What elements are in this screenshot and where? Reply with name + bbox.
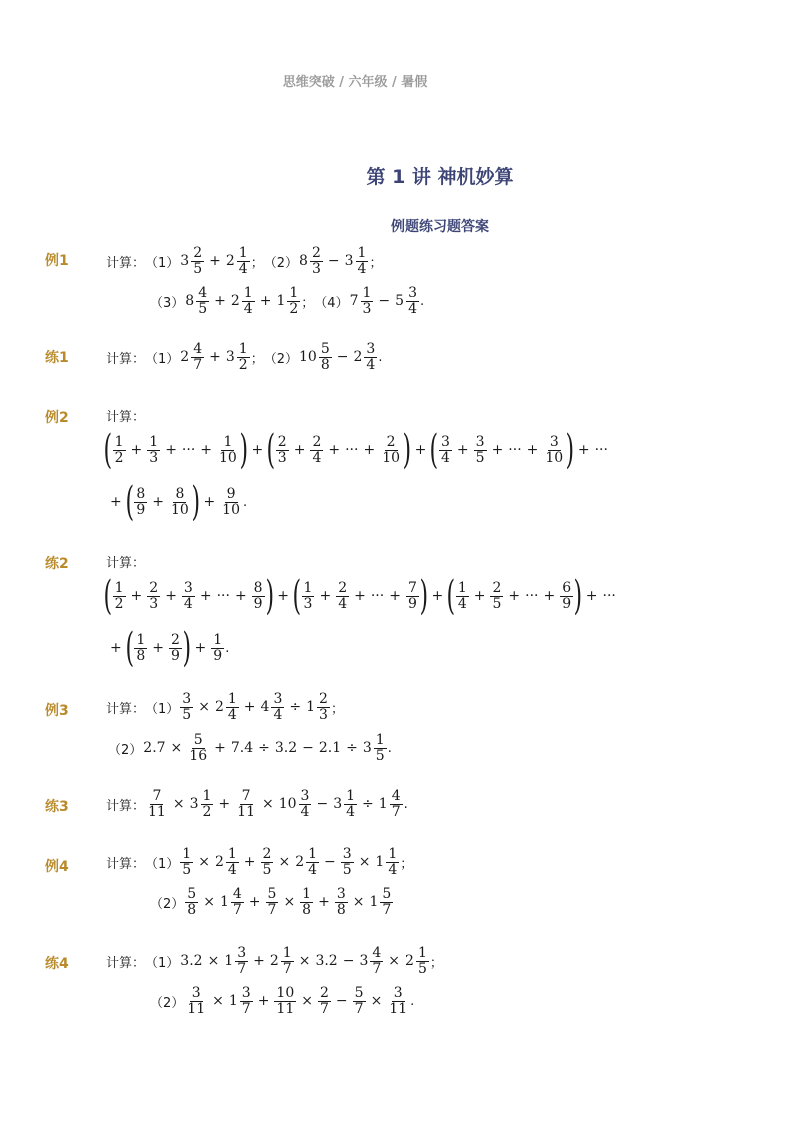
number: 4 — [260, 699, 270, 716]
problem-line — [106, 946, 443, 976]
paren: ( — [103, 573, 113, 619]
operator: + — [110, 640, 122, 656]
number: 3 — [362, 740, 372, 757]
operator: − — [342, 953, 355, 970]
fraction: $\frac{5}{7}$ — [382, 886, 392, 918]
fraction: $\frac{2}{3}$ — [277, 433, 287, 466]
fraction: $\frac{1}{3}$ — [303, 579, 313, 612]
compute-prefix: 计算： — [106, 255, 146, 271]
operator: × — [298, 953, 311, 970]
compute-prefix: 计算： — [106, 410, 146, 425]
operator: × — [358, 854, 371, 871]
operator: + — [491, 442, 504, 458]
fraction: $\frac{4}{7}$ — [391, 788, 401, 820]
number: 3.2 — [315, 953, 338, 970]
fraction: $\frac{10}{11}$ — [276, 985, 295, 1017]
operator: ÷ — [289, 699, 302, 716]
compute-prefix: 计算： — [106, 556, 146, 571]
part-number: （2） — [263, 255, 299, 271]
ellipsis: ··· — [594, 442, 608, 458]
operator: × — [261, 796, 274, 813]
operator: × — [198, 854, 210, 871]
fraction: $\frac{1}{4}$ — [243, 285, 253, 317]
fraction: $\frac{2}{7}$ — [319, 985, 329, 1017]
operator: + — [456, 442, 469, 458]
problem-line — [150, 986, 414, 1016]
paren: ) — [419, 573, 428, 619]
problem-line — [150, 286, 424, 316]
separator: ； — [301, 295, 315, 311]
fraction: $\frac{2}{4}$ — [338, 579, 348, 612]
operator: + — [319, 588, 332, 604]
compute-prefix: 计算： — [106, 701, 146, 717]
page-header: 思维突破 / 六年级 / 暑假 — [282, 75, 428, 90]
separator: ； — [369, 255, 383, 271]
problem-line — [106, 552, 145, 571]
fraction: $\frac{3}{5}$ — [182, 691, 192, 723]
fraction: $\frac{1}{3}$ — [149, 433, 159, 466]
fraction: $\frac{2}{10}$ — [382, 433, 401, 466]
fraction: $\frac{1}{4}$ — [457, 579, 467, 612]
number: 3 — [359, 953, 369, 970]
period: . — [378, 349, 383, 365]
number: 2 — [405, 953, 414, 970]
operator: + — [543, 588, 556, 604]
fraction: $\frac{7}{9}$ — [407, 579, 417, 612]
part-number: （4） — [314, 295, 349, 311]
fraction: $\frac{8}{9}$ — [136, 485, 146, 518]
number: 5 — [395, 293, 405, 310]
operator: × — [207, 953, 220, 970]
fraction: $\frac{1}{5}$ — [182, 846, 192, 878]
fraction: $\frac{1}{2}$ — [238, 341, 248, 373]
period: . — [420, 293, 425, 309]
operator: + — [389, 588, 401, 604]
number: 2 — [214, 699, 224, 716]
operator: × — [370, 993, 383, 1010]
operator: × — [278, 854, 291, 871]
fraction: $\frac{3}{7}$ — [237, 945, 247, 977]
compute-prefix: 计算： — [106, 955, 146, 971]
operator: − — [302, 740, 314, 757]
paren: ( — [125, 479, 134, 525]
problem-line — [103, 573, 617, 619]
operator: + — [152, 494, 164, 510]
part-number: （1） — [145, 701, 180, 717]
compute-prefix: 计算： — [106, 798, 146, 814]
problem-line — [106, 692, 344, 722]
fraction: $\frac{2}{3}$ — [149, 579, 159, 612]
fraction: $\frac{3}{4}$ — [440, 433, 450, 466]
problem-line — [108, 733, 392, 763]
number: 2 — [225, 253, 235, 270]
operator: + — [577, 442, 590, 458]
problem-line — [106, 406, 145, 425]
operator: × — [301, 993, 313, 1010]
operator: × — [172, 796, 185, 813]
fraction: $\frac{5}{8}$ — [320, 341, 330, 373]
problem-line — [106, 789, 408, 819]
example-label: 例1 — [45, 253, 69, 269]
fraction: $\frac{4}{7}$ — [193, 341, 203, 373]
fraction: $\frac{1}{7}$ — [282, 945, 292, 977]
operator: + — [414, 442, 427, 458]
ellipsis: ··· — [216, 588, 230, 604]
fraction: $\frac{8}{9}$ — [253, 579, 263, 612]
operator: + — [218, 796, 231, 813]
fraction: $\frac{3}{4}$ — [300, 788, 310, 820]
number: 3 — [189, 796, 199, 813]
fraction: $\frac{3}{4}$ — [366, 341, 376, 373]
practice-label: 练1 — [45, 350, 69, 366]
operator: − — [335, 993, 348, 1010]
number: 3 — [180, 253, 190, 270]
paren: ( — [292, 573, 302, 619]
fraction: $\frac{1}{10}$ — [219, 433, 237, 466]
problem-line — [106, 847, 413, 877]
operator: − — [324, 854, 336, 871]
operator: × — [203, 894, 215, 911]
operator: + — [165, 588, 177, 604]
operator: + — [165, 442, 177, 458]
part-number: （2） — [263, 351, 299, 367]
paren: ) — [402, 427, 412, 473]
operator: + — [473, 588, 486, 604]
number: 1 — [369, 894, 379, 911]
period: . — [403, 796, 408, 812]
fraction: $\frac{3}{11}$ — [389, 985, 408, 1017]
number: 3.2 — [274, 740, 298, 757]
fraction: $\frac{2}{5}$ — [492, 579, 502, 612]
section-subtitle: 例题练习题答案 — [391, 219, 489, 235]
practice-label: 练3 — [45, 799, 69, 815]
fraction: $\frac{1}{2}$ — [114, 433, 124, 466]
separator: ； — [330, 701, 344, 717]
fraction: $\frac{2}{9}$ — [171, 631, 180, 664]
period: . — [225, 640, 230, 656]
fraction: $\frac{1}{5}$ — [375, 732, 385, 764]
paren: ) — [265, 573, 274, 619]
operator: + — [328, 442, 341, 458]
fraction: $\frac{4}{5}$ — [198, 285, 208, 317]
part-number: （1） — [145, 955, 180, 971]
number: 3 — [344, 253, 354, 270]
ellipsis: ··· — [602, 588, 616, 604]
fraction: $\frac{5}{7}$ — [354, 985, 364, 1017]
ellipsis: ··· — [370, 588, 385, 604]
number: 3 — [333, 796, 343, 813]
fraction: $\frac{3}{7}$ — [241, 985, 251, 1017]
problem-line — [150, 887, 394, 917]
fraction: $\frac{4}{7}$ — [232, 886, 242, 918]
operator: + — [234, 588, 247, 604]
problem-line — [106, 342, 382, 372]
number: 3.2 — [180, 953, 203, 970]
fraction: $\frac{7}{11}$ — [148, 788, 166, 820]
ellipsis: ··· — [345, 442, 359, 458]
operator: + — [293, 442, 306, 458]
paren: ( — [125, 625, 134, 671]
operator: + — [214, 293, 226, 310]
fraction: $\frac{5}{7}$ — [267, 886, 277, 918]
fraction: $\frac{2}{3}$ — [311, 245, 321, 277]
fraction: $\frac{1}{4}$ — [227, 691, 237, 723]
fraction: $\frac{5}{16}$ — [189, 732, 208, 764]
number: 1 — [276, 293, 286, 310]
fraction: $\frac{1}{2}$ — [202, 788, 212, 820]
operator: + — [508, 588, 521, 604]
number: 2 — [269, 953, 279, 970]
operator: + — [243, 699, 256, 716]
number: 2 — [180, 349, 190, 366]
operator: + — [259, 293, 272, 310]
operator: + — [243, 854, 256, 871]
operator: + — [194, 640, 207, 656]
operator: ÷ — [362, 796, 374, 813]
ellipsis: ··· — [525, 588, 539, 604]
ellipsis: ··· — [181, 442, 196, 458]
fraction: $\frac{1}{2}$ — [289, 285, 299, 317]
lecture-title: 第 1 讲 神机妙算 — [366, 166, 514, 188]
operator: + — [203, 494, 216, 510]
fraction: $\frac{1}{5}$ — [417, 945, 427, 977]
part-number: （2） — [150, 995, 185, 1011]
operator: × — [388, 953, 401, 970]
number: 2 — [295, 854, 305, 871]
example-label: 例3 — [45, 703, 69, 719]
fraction: $\frac{1}{2}$ — [114, 579, 124, 612]
practice-label: 练4 — [45, 956, 69, 972]
separator: ； — [400, 856, 414, 872]
fraction: $\frac{2}{4}$ — [312, 433, 322, 466]
operator: + — [251, 442, 264, 458]
paren: ) — [565, 427, 575, 473]
operator: × — [170, 740, 183, 757]
fraction: $\frac{1}{4}$ — [346, 788, 356, 820]
fraction: $\frac{1}{9}$ — [213, 631, 223, 664]
operator: − — [316, 796, 329, 813]
operator: + — [200, 442, 213, 458]
number: 1 — [224, 953, 234, 970]
example-label: 例2 — [45, 410, 69, 426]
fraction: $\frac{7}{11}$ — [237, 788, 255, 820]
fraction: $\frac{3}{4}$ — [183, 579, 193, 612]
paren: ) — [239, 427, 248, 473]
operator: + — [209, 253, 221, 270]
compute-prefix: 计算： — [106, 856, 146, 872]
operator: + — [253, 953, 265, 970]
fraction: $\frac{3}{5}$ — [475, 433, 485, 466]
number: 7.4 — [230, 740, 254, 757]
fraction: $\frac{9}{10}$ — [222, 485, 240, 518]
fraction: $\frac{3}{4}$ — [408, 285, 417, 317]
operator: + — [152, 640, 164, 656]
paren: ( — [429, 427, 439, 473]
part-number: （2） — [108, 742, 143, 758]
part-number: （3） — [150, 295, 185, 311]
number: 2.7 — [143, 740, 166, 757]
operator: + — [110, 494, 122, 510]
number: 1 — [228, 993, 238, 1010]
paren: ) — [182, 625, 192, 671]
number: 1 — [306, 699, 316, 716]
operator: + — [199, 588, 212, 604]
problem-line — [103, 427, 609, 473]
operator: + — [318, 894, 330, 911]
number: 8 — [185, 293, 195, 310]
paren: ( — [446, 573, 456, 619]
fraction: $\frac{5}{8}$ — [187, 886, 197, 918]
practice-label: 练2 — [45, 556, 69, 572]
operator: ÷ — [346, 740, 358, 757]
period: . — [387, 740, 392, 756]
operator: + — [257, 993, 270, 1010]
paren: ) — [191, 479, 200, 525]
operator: + — [526, 442, 539, 458]
operator: + — [130, 442, 143, 458]
problem-line — [106, 625, 230, 671]
example-label: 例4 — [45, 859, 69, 875]
fraction: $\frac{1}{3}$ — [362, 285, 372, 317]
number: 10 — [278, 796, 297, 813]
fraction: $\frac{2}{3}$ — [319, 691, 328, 723]
number: 7 — [349, 293, 359, 310]
part-number: （1） — [145, 856, 180, 872]
part-number: （1） — [145, 255, 180, 271]
fraction: $\frac{3}{4}$ — [273, 691, 283, 723]
ellipsis: ··· — [508, 442, 522, 458]
number: 2.1 — [318, 740, 342, 757]
operator: + — [585, 588, 598, 604]
number: 1 — [378, 796, 388, 813]
operator: + — [363, 442, 376, 458]
fraction: $\frac{4}{7}$ — [372, 945, 382, 977]
operator: + — [354, 588, 366, 604]
fraction: $\frac{1}{4}$ — [238, 245, 248, 277]
problem-line — [106, 479, 248, 525]
operator: + — [277, 588, 289, 604]
number: 2 — [353, 349, 363, 366]
number: 3 — [225, 349, 235, 366]
fraction: $\frac{3}{5}$ — [342, 846, 352, 878]
paren: ( — [266, 427, 276, 473]
operator: − — [327, 253, 340, 270]
operator: + — [248, 894, 261, 911]
number: 1 — [219, 894, 229, 911]
separator: ； — [250, 351, 264, 367]
number: 2 — [230, 293, 240, 310]
operator: × — [283, 894, 296, 911]
fraction: $\frac{3}{10}$ — [545, 433, 564, 466]
part-number: （1） — [145, 351, 180, 367]
compute-prefix: 计算： — [106, 351, 146, 367]
fraction: $\frac{6}{9}$ — [562, 579, 572, 612]
period: . — [243, 494, 248, 510]
fraction: $\frac{3}{8}$ — [336, 886, 346, 918]
operator: × — [198, 699, 210, 716]
operator: × — [352, 894, 365, 911]
fraction: $\frac{1}{8}$ — [302, 886, 312, 918]
fraction: $\frac{1}{4}$ — [308, 846, 318, 878]
operator: ÷ — [258, 740, 270, 757]
separator: ； — [250, 255, 264, 271]
operator: + — [209, 349, 221, 366]
period: . — [410, 993, 415, 1009]
problem-line — [106, 246, 382, 276]
part-number: （2） — [150, 896, 185, 912]
fraction: $\frac{1}{8}$ — [136, 631, 146, 664]
fraction: $\frac{2}{5}$ — [193, 245, 203, 277]
paren: ) — [573, 573, 583, 619]
number: 1 — [375, 854, 385, 871]
fraction: $\frac{3}{11}$ — [187, 985, 206, 1017]
separator: ； — [429, 955, 443, 971]
fraction: $\frac{1}{4}$ — [357, 245, 367, 277]
fraction: $\frac{1}{4}$ — [388, 846, 398, 878]
fraction: $\frac{8}{10}$ — [171, 485, 189, 518]
operator: + — [431, 588, 444, 604]
paren: ( — [103, 427, 113, 473]
number: 8 — [299, 253, 308, 270]
number: 10 — [299, 349, 317, 366]
fraction: $\frac{2}{5}$ — [262, 846, 272, 878]
operator: − — [378, 293, 391, 310]
operator: + — [130, 588, 143, 604]
fraction: $\frac{1}{4}$ — [227, 846, 237, 878]
operator: − — [336, 349, 349, 366]
number: 2 — [214, 854, 224, 871]
operator: + — [214, 740, 226, 757]
operator: × — [212, 993, 224, 1010]
